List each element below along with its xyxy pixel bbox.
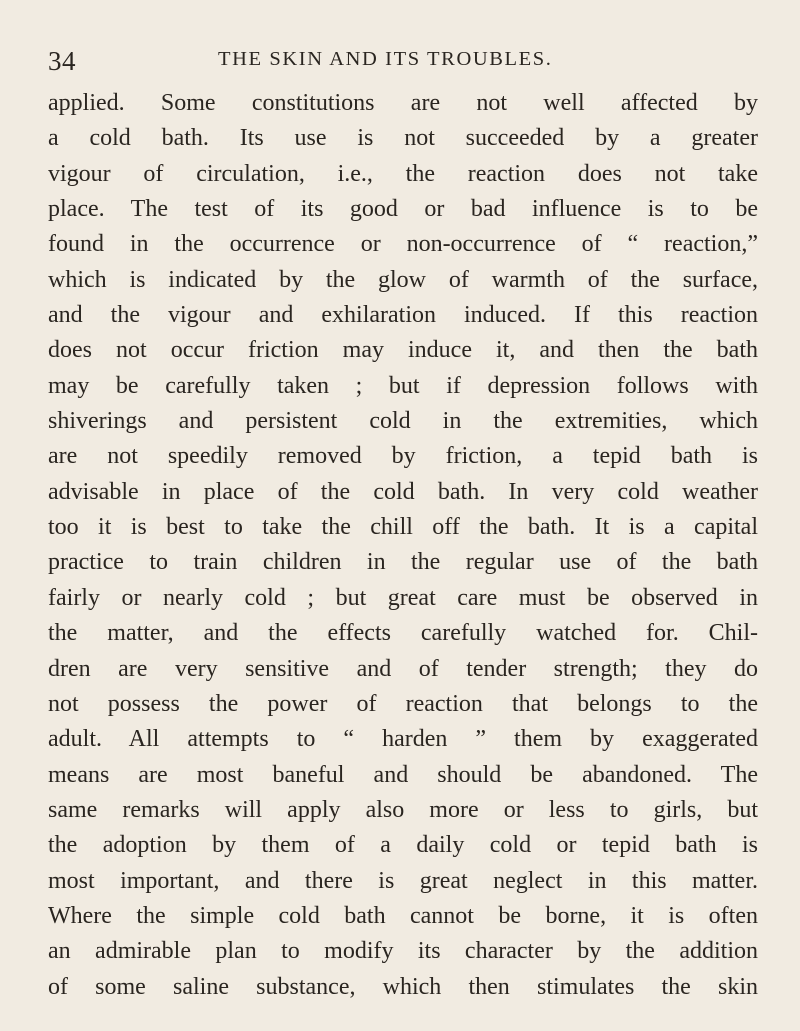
text-line: found in the occurrence or non-occurrence of “ reaction,”: [48, 231, 758, 258]
running-title: THE SKIN AND ITS TROUBLES.: [218, 48, 553, 70]
text-line: an admirable plan to modify its character by the addition: [48, 938, 758, 965]
text-line: too it is best to take the chill off the bath. It is a capital: [48, 514, 758, 541]
text-line: most important, and there is great neglect in this matter.: [48, 867, 758, 894]
text-line: the matter, and the effects carefully watched for. Chil-: [48, 620, 758, 647]
text-line: advisable in place of the cold bath. In very cold weather: [48, 478, 758, 505]
text-line: not possess the power of reaction that belongs to the: [48, 690, 758, 717]
text-line: adult. All attempts to “ harden ” them by exaggerated: [48, 726, 758, 753]
text-line: fairly or nearly cold ; but great care must be observed in: [48, 584, 758, 611]
text-line: practice to train children in the regular use of the bath: [48, 549, 758, 576]
text-line: are not speedily removed by friction, a tepid bath is: [48, 443, 758, 470]
text-line: means are most baneful and should be abandoned. The: [48, 761, 758, 788]
text-line: Where the simple cold bath cannot be borne, it is often: [48, 902, 758, 929]
text-line: applied. Some constitutions are not well affected by: [48, 90, 758, 116]
text-line: a cold bath. Its use is not succeeded by a greater: [48, 125, 758, 152]
body-text: [48, 86, 758, 1005]
running-head: [0, 40, 800, 76]
text-line: place. The test of its good or bad influence is to be: [48, 196, 758, 223]
text-line: does not occur friction may induce it, and then the bath: [48, 337, 758, 364]
text-line: same remarks will apply also more or less to girls, but: [48, 796, 758, 823]
text-line: and the vigour and exhilaration induced. If this reaction: [48, 302, 758, 329]
text-line: dren are very sensitive and of tender strength; they do: [48, 655, 758, 682]
text-line: vigour of circulation, i.e., the reaction does not take: [48, 160, 758, 187]
text-line: the adoption by them of a daily cold or tepid bath is: [48, 832, 758, 859]
page-number: 34: [48, 46, 76, 76]
text-line: of some saline substance, which then stimulates the skin: [48, 973, 758, 1000]
text-line: may be carefully taken ; but if depression follows with: [48, 372, 758, 399]
text-line: shiverings and persistent cold in the extremities, which: [48, 408, 758, 435]
text-line: which is indicated by the glow of warmth of the surface,: [48, 266, 758, 293]
